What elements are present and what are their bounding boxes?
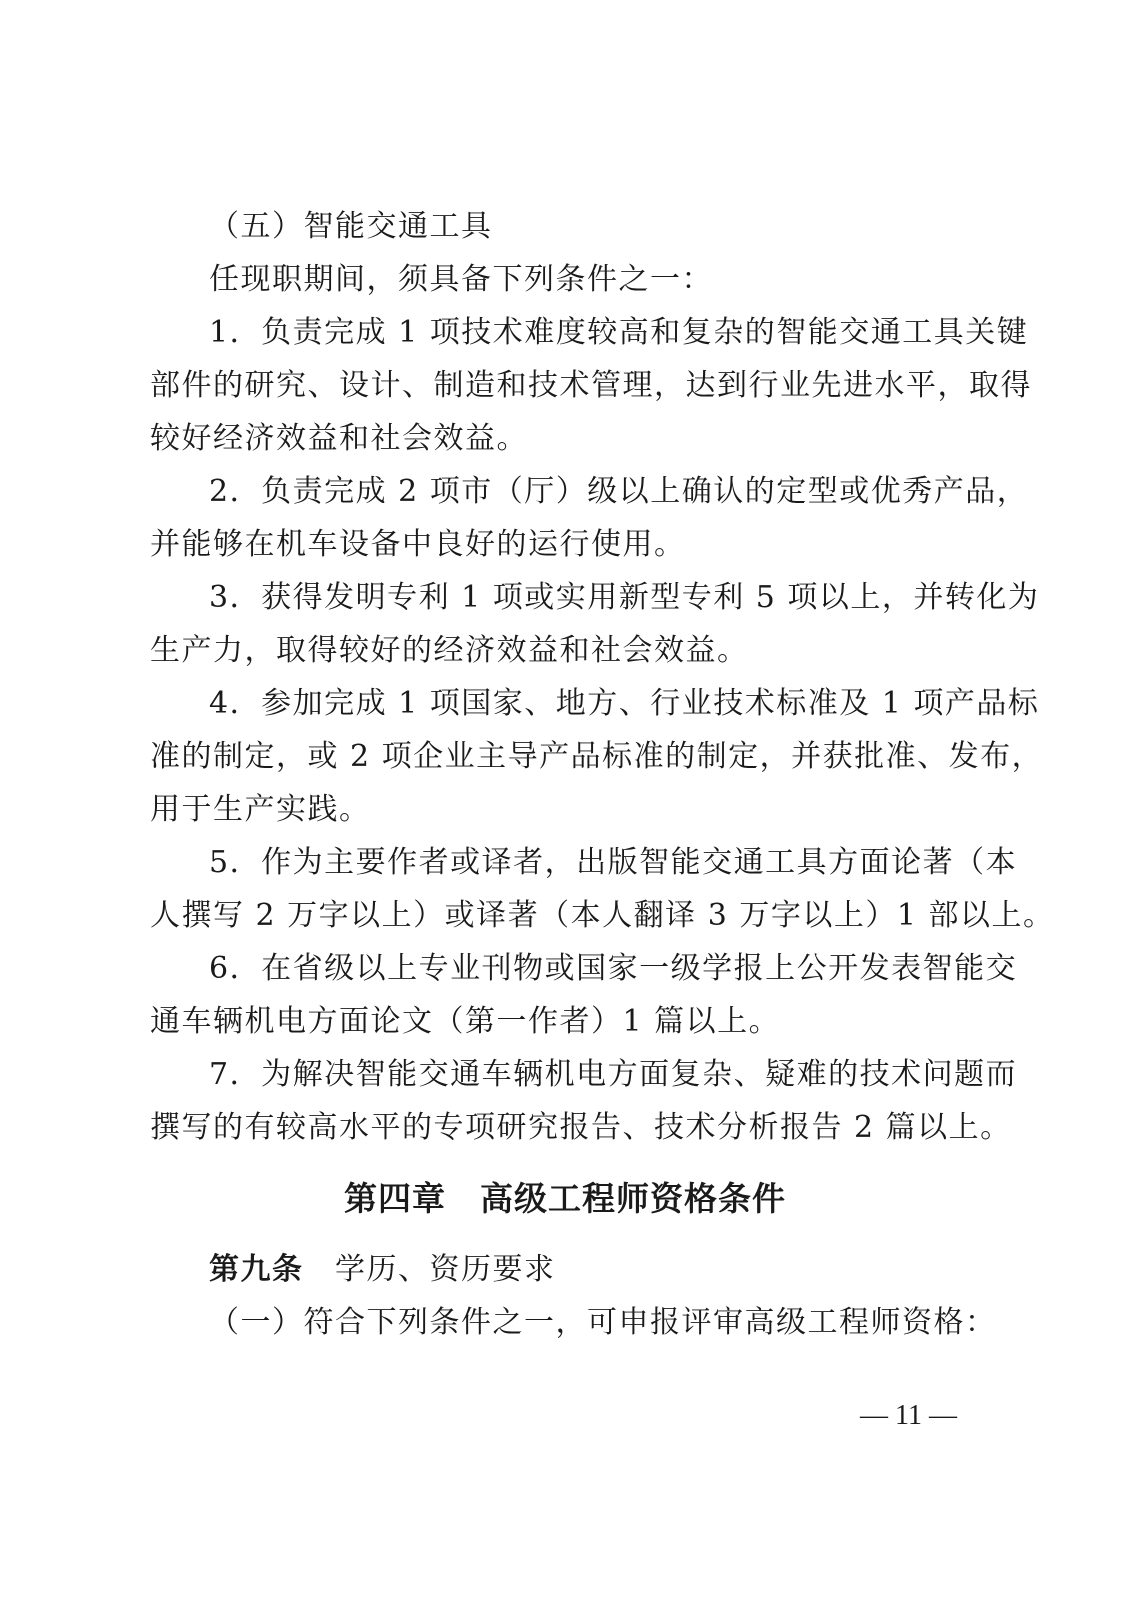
item-4 bbox=[150, 677, 1044, 836]
item-line: 部件的研究、设计、制造和技术管理，达到行业先进水平，取得 bbox=[150, 368, 1032, 403]
item-line: 并能够在机车设备中良好的运行使用。 bbox=[150, 527, 686, 562]
item-line: 人撰写 2 万字以上）或译著（本人翻译 3 万字以上）1 部以上。 bbox=[150, 898, 1055, 933]
page-number: — 11 — bbox=[860, 1400, 957, 1431]
section-intro: 任现职期间，须具备下列条件之一： bbox=[209, 262, 713, 297]
item-line: 6．在省级以上专业刊物或国家一级学报上公开发表智能交 bbox=[209, 951, 1018, 986]
item-3 bbox=[150, 571, 1040, 677]
item-6 bbox=[150, 942, 1018, 1048]
item-line: 生产力，取得较好的经济效益和社会效益。 bbox=[150, 633, 749, 668]
item-line: 4．参加完成 1 项国家、地方、行业技术标准及 1 项产品标 bbox=[209, 686, 1040, 721]
item-line: 5．作为主要作者或译者，出版智能交通工具方面论著（本 bbox=[209, 845, 1018, 880]
item-line: 撰写的有较高水平的专项研究报告、技术分析报告 2 篇以上。 bbox=[150, 1110, 1012, 1145]
item-line: 较好经济效益和社会效益。 bbox=[150, 421, 528, 456]
document-page bbox=[150, 200, 1055, 1349]
article-clause: （一）符合下列条件之一，可申报评审高级工程师资格： bbox=[209, 1305, 997, 1340]
item-7 bbox=[150, 1048, 1018, 1154]
article-title: 学历、资历要求 bbox=[335, 1252, 556, 1287]
item-line: 通车辆机电方面论文（第一作者）1 篇以上。 bbox=[150, 1004, 781, 1039]
item-line: 准的制定，或 2 项企业主导产品标准的制定，并获批准、发布， bbox=[150, 739, 1044, 774]
item-5 bbox=[150, 836, 1055, 942]
item-2 bbox=[150, 465, 1029, 571]
item-line: 7．为解决智能交通车辆机电方面复杂、疑难的技术问题而 bbox=[209, 1057, 1018, 1092]
article-label: 第九条 bbox=[209, 1252, 304, 1287]
article-heading bbox=[150, 1243, 980, 1296]
section-title: （五）智能交通工具 bbox=[209, 209, 493, 244]
item-line: 1．负责完成 1 项技术难度较高和复杂的智能交通工具关键 bbox=[209, 315, 1029, 350]
item-1 bbox=[150, 306, 1032, 465]
item-line: 2．负责完成 2 项市（厅）级以上确认的定型或优秀产品， bbox=[209, 474, 1029, 509]
item-line: 用于生产实践。 bbox=[150, 792, 371, 827]
item-line: 3．获得发明专利 1 项或实用新型专利 5 项以上，并转化为 bbox=[209, 580, 1040, 615]
chapter-heading: 第四章 高级工程师资格条件 bbox=[344, 1179, 786, 1218]
